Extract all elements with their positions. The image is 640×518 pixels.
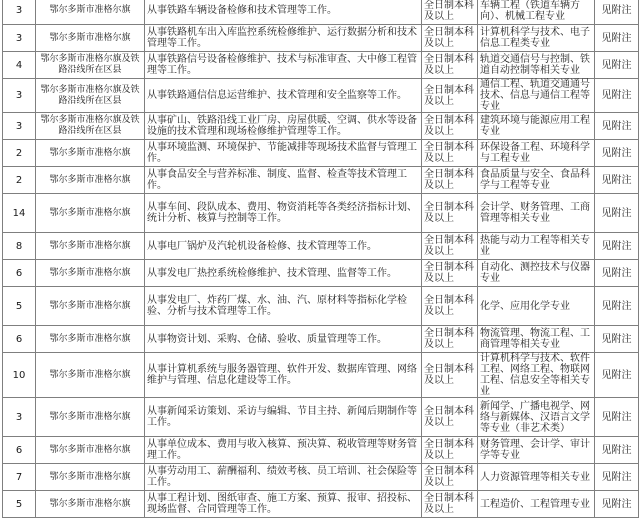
row-note: 见附注 (595, 437, 639, 464)
row-note: 见附注 (595, 167, 639, 194)
row-major: 财务管理、会计学、审计学等专业 (478, 437, 595, 464)
row-major: 自动化、测控技术与仪器专业 (478, 260, 595, 287)
table-row (3, 79, 639, 113)
row-note: 见附注 (595, 491, 639, 518)
row-location: 鄂尔多斯市准格尔旗 (36, 326, 145, 353)
row-note: 见附注 (595, 113, 639, 140)
row-location: 鄂尔多斯市准格尔旗 (36, 353, 145, 398)
row-duty: 从事发电厂热控系统检修维护、技术管理、监督等工作。 (145, 260, 422, 287)
table-row (3, 437, 639, 464)
row-note: 见附注 (595, 79, 639, 113)
row-duty: 从事食品安全与营养标准、制度、监督、检查等技术管理工作。 (145, 167, 422, 194)
row-duty: 从事环境监测、环境保护、节能减排等现场技术监督与管理工作。 (145, 140, 422, 167)
row-major: 会计学、财务管理、工商管理等相关专业 (478, 194, 595, 233)
row-education: 全日制本科及以上 (422, 287, 478, 326)
row-duty: 从事发电厂、炸药厂煤、水、油、汽、原材料等指标化学检验、分析与技术管理等工作。 (145, 287, 422, 326)
row-education: 全日制本科及以上 (422, 140, 478, 167)
row-location: 鄂尔多斯市准格尔旗 (36, 464, 145, 491)
row-note: 见附注 (595, 287, 639, 326)
row-count: 6 (3, 260, 36, 287)
row-count: 8 (3, 233, 36, 260)
table-row (3, 260, 639, 287)
row-education: 全日制本科及以上 (422, 260, 478, 287)
row-education: 全日制本科及以上 (422, 464, 478, 491)
table-row (3, 233, 639, 260)
table-row (3, 398, 639, 437)
row-duty: 从事车间、段队成本、费用、物资消耗等各类经济指标计划、统计分析、核算与控制等工作。 (145, 194, 422, 233)
row-duty: 从事工程计划、图纸审查、施工方案、预算、报审、招投标、现场监督、合同管理等工作。 (145, 491, 422, 518)
row-duty: 从事物资计划、采购、仓储、验收、质量管理等工作。 (145, 326, 422, 353)
row-education: 全日制本科及以上 (422, 79, 478, 113)
row-count: 3 (3, 0, 36, 25)
row-major: 新闻学、广播电视学、网络与新媒体、汉语言文学等专业（非艺术类） (478, 398, 595, 437)
row-location: 鄂尔多斯市准格尔旗 (36, 260, 145, 287)
row-count: 6 (3, 437, 36, 464)
row-location: 鄂尔多斯市准格尔旗 (36, 25, 145, 52)
row-education: 全日制本科及以上 (422, 0, 478, 25)
row-location: 鄂尔多斯市准格尔旗 (36, 0, 145, 25)
row-major: 建筑环境与能源应用工程专业 (478, 113, 595, 140)
row-duty: 从事铁路机车出入库监控系统检修维护、运行数据分析和技术管理等工作。 (145, 25, 422, 52)
row-major: 化学、应用化学专业 (478, 287, 595, 326)
row-duty: 从事铁路信号设备检修维护、技术与标准审查、大中修工程管理等工作。 (145, 52, 422, 79)
row-count: 5 (3, 491, 36, 518)
row-count: 3 (3, 398, 36, 437)
row-location: 鄂尔多斯市准格尔旗及铁路沿线所在区县 (36, 113, 145, 140)
row-count: 5 (3, 287, 36, 326)
row-major: 计算机科学与技术、电子信息工程类专业 (478, 25, 595, 52)
row-major: 车辆工程（铁道车辆方向）、机械工程专业 (478, 0, 595, 25)
row-count: 2 (3, 167, 36, 194)
table-row (3, 167, 639, 194)
row-count: 3 (3, 25, 36, 52)
row-major: 热能与动力工程等相关专业 (478, 233, 595, 260)
row-count: 4 (3, 52, 36, 79)
row-major: 轨道交通信号与控制、铁道自动控制等相关专业 (478, 52, 595, 79)
row-major: 通信工程、轨道交通通号技术、信息与通信工程等专业 (478, 79, 595, 113)
row-note: 见附注 (595, 25, 639, 52)
row-duty: 从事铁路通信信息运营维护、技术管理和安全监察等工作。 (145, 79, 422, 113)
row-note: 见附注 (595, 398, 639, 437)
row-count: 3 (3, 113, 36, 140)
row-note: 见附注 (595, 353, 639, 398)
table-row (3, 140, 639, 167)
row-note: 见附注 (595, 233, 639, 260)
row-education: 全日制本科及以上 (422, 52, 478, 79)
table-row (3, 353, 639, 398)
row-major: 物流管理、物流工程、工商管理等相关专业 (478, 326, 595, 353)
row-duty: 从事计算机系统与服务器管理、软件开发、数据库管理、网络维护与管理、信息化建设等工作。 (145, 353, 422, 398)
row-duty: 从事新闻采访策划、采访与编辑、节目主持、新闻后期制作等工作。 (145, 398, 422, 437)
row-count: 6 (3, 326, 36, 353)
table-row (3, 326, 639, 353)
row-education: 全日制本科及以上 (422, 25, 478, 52)
row-major: 工程造价、工程管理专业 (478, 491, 595, 518)
table-row (3, 464, 639, 491)
row-education: 全日制本科及以上 (422, 233, 478, 260)
row-count: 2 (3, 140, 36, 167)
table-row (3, 0, 639, 25)
row-duty: 从事单位成本、费用与收入核算、预决算、税收管理等财务管理工作。 (145, 437, 422, 464)
row-major: 人力资源管理等相关专业 (478, 464, 595, 491)
row-duty: 从事电厂锅炉及汽轮机设备检修、技术管理等工作。 (145, 233, 422, 260)
row-location: 鄂尔多斯市准格尔旗 (36, 437, 145, 464)
row-major: 计算机科学与技术、软件工程、网络工程、物联网工程、信息安全等相关专业 (478, 353, 595, 398)
row-education: 全日制本科及以上 (422, 113, 478, 140)
row-education: 全日制本科及以上 (422, 491, 478, 518)
row-education: 全日制本科及以上 (422, 353, 478, 398)
row-major: 食品质量与安全、食品科学与工程等专业 (478, 167, 595, 194)
table-row (3, 287, 639, 326)
row-education: 全日制本科及以上 (422, 167, 478, 194)
row-location: 鄂尔多斯市准格尔旗 (36, 194, 145, 233)
row-note: 见附注 (595, 326, 639, 353)
row-count: 3 (3, 79, 36, 113)
row-location: 鄂尔多斯市准格尔旗及铁路沿线所在区县 (36, 52, 145, 79)
table-row (3, 491, 639, 518)
row-location: 鄂尔多斯市准格尔旗 (36, 167, 145, 194)
row-note: 见附注 (595, 260, 639, 287)
row-location: 鄂尔多斯市准格尔旗 (36, 233, 145, 260)
row-location: 鄂尔多斯市准格尔旗 (36, 398, 145, 437)
row-count: 14 (3, 194, 36, 233)
row-location: 鄂尔多斯市准格尔旗及铁路沿线所在区县 (36, 79, 145, 113)
row-duty: 从事铁路车辆设备检修和技术管理等工作。 (145, 0, 422, 25)
row-location: 鄂尔多斯市准格尔旗 (36, 140, 145, 167)
table-row (3, 25, 639, 52)
table-row (3, 52, 639, 79)
row-duty: 从事矿山、铁路沿线工业厂房、房屋供暖、空调、供水等设备设施的技术管理和现场检修维护管理等工作。 (145, 113, 422, 140)
row-education: 全日制本科及以上 (422, 437, 478, 464)
table-row (3, 113, 639, 140)
row-education: 全日制本科及以上 (422, 326, 478, 353)
row-note: 见附注 (595, 194, 639, 233)
row-education: 全日制本科及以上 (422, 194, 478, 233)
row-duty: 从事劳动用工、薪酬福利、绩效考核、员工培训、社会保险等工作。 (145, 464, 422, 491)
table-row (3, 194, 639, 233)
row-note: 见附注 (595, 52, 639, 79)
row-major: 环保设备工程、环境科学与工程专业 (478, 140, 595, 167)
job-table-body (3, 0, 639, 518)
row-note: 见附注 (595, 140, 639, 167)
row-count: 10 (3, 353, 36, 398)
row-location: 鄂尔多斯市准格尔旗 (36, 491, 145, 518)
row-education: 全日制本科及以上 (422, 398, 478, 437)
row-note: 见附注 (595, 0, 639, 25)
row-count: 7 (3, 464, 36, 491)
row-note: 见附注 (595, 464, 639, 491)
job-table (2, 0, 639, 518)
row-location: 鄂尔多斯市准格尔旗 (36, 287, 145, 326)
